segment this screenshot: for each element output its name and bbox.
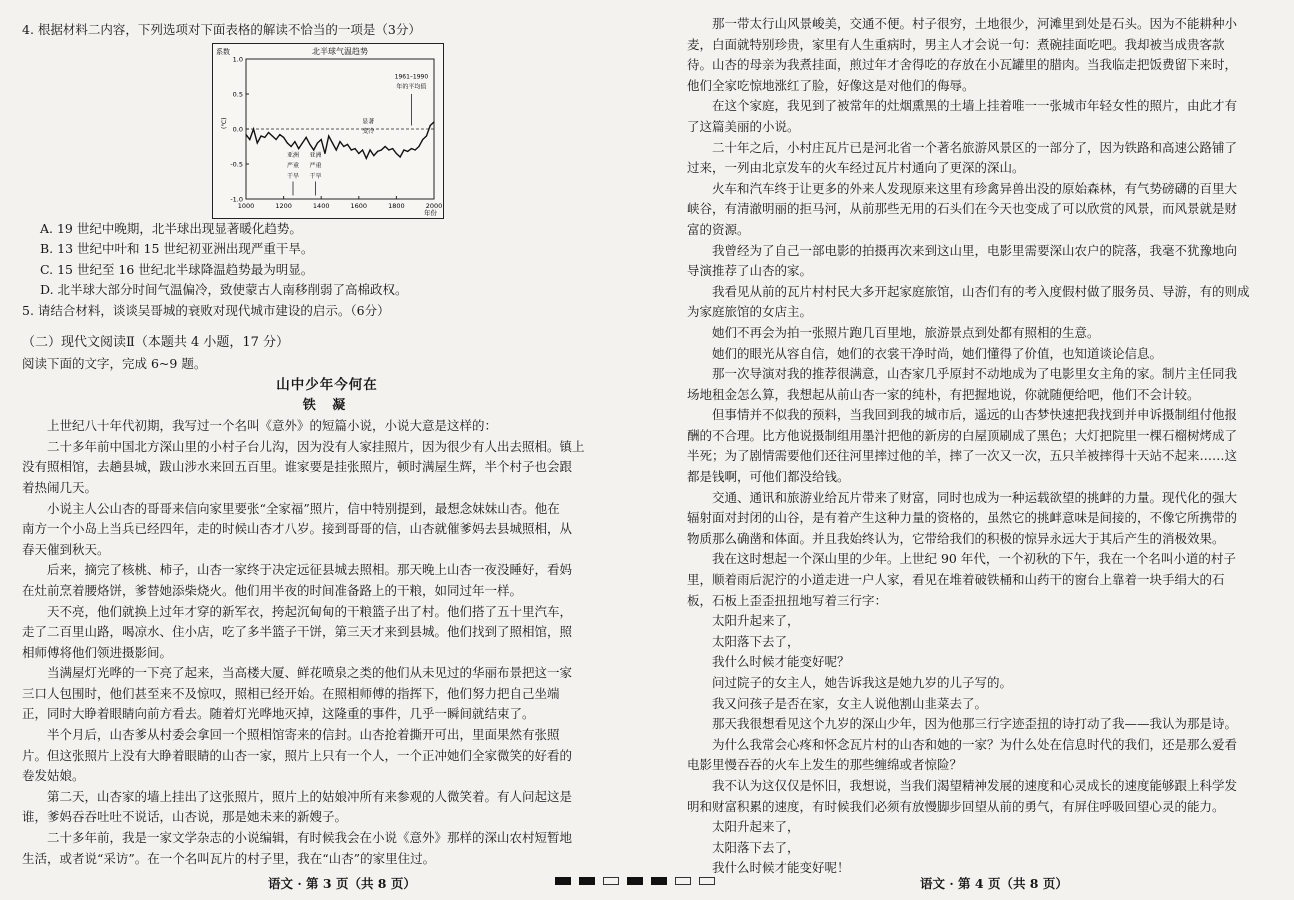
passage-line: 她们的眼光从容自信，她们的衣裳干净时尚，她们懂得了价值，也知道谈论信息。 bbox=[712, 345, 1163, 361]
chart-annotation: 严重 bbox=[286, 162, 300, 170]
passage-line: 富的资源。 bbox=[687, 221, 750, 237]
passage-line: 火车和汽车终于让更多的外来人发现原来这里有珍禽异兽出没的原始森林，有气势磅礴的百里大 bbox=[712, 180, 1238, 196]
passage-line: 问过院子的女主人，她告诉我这是她九岁的儿子写的。 bbox=[712, 675, 1013, 690]
temperature-point bbox=[351, 149, 352, 150]
passage-line: 我不认为这仅仅是怀旧，我想说，当我们渴望精神发展的速度和心灵成长的速度能够跟上科学发 bbox=[712, 777, 1238, 793]
x-tick-label: 1000 bbox=[237, 201, 255, 210]
option-a: A. 19 世纪中晚期，北半球出现显著暖化趋势。 bbox=[40, 220, 302, 236]
passage-line: 谁，爹妈吞吞吐吐不说话，山杏说，那是她未来的新嫂子。 bbox=[22, 809, 348, 825]
temperature-point bbox=[366, 157, 367, 158]
x-tick-label: 1800 bbox=[388, 201, 405, 210]
chart-annotation: 严重 bbox=[309, 162, 322, 170]
question-5: 5. 请结合材料，谈谈吴哥城的衰败对现代城市建设的启示。（6分） bbox=[22, 302, 390, 318]
passage-line: 我曾经为了自己一部电影的拍摄再次来到这山里，电影里需要深山农户的院落，我毫不犹豫地向 bbox=[712, 242, 1238, 258]
passage-line: 正，同时大睁着眼睛向前方看去。随着灯光哗地灭掉，这隆重的事件，几乎一瞬间就结束了。 bbox=[22, 706, 535, 722]
passage-line: 着热闹几天。 bbox=[22, 479, 98, 495]
passage-line: 小说主人公山杏的哥哥来信向家里要张“全家福”照片，信中特别提到，最想念妹妹山杏。他在 bbox=[47, 500, 560, 516]
reg-mark bbox=[579, 877, 595, 885]
passage-line: 过来，一列由北京发车的火车经过瓦片村通向了更深的深山。 bbox=[687, 160, 1025, 176]
chart-title: 北半球气温趋势 bbox=[312, 46, 368, 56]
passage-line: 没有照相馆，去趟县城，跋山涉水来回五百里。谁家要是挂张照片，顿时满屋生辉，半个村子也会跟 bbox=[22, 459, 573, 475]
story-title: 山中少年今何在 bbox=[276, 377, 378, 394]
passage-line: 在灶前烹着腰烙饼，爹替她添柴烧火。他们用半夜的时间准备路上的干粮，如同过年一样。 bbox=[22, 582, 523, 598]
right-column bbox=[687, 14, 1283, 879]
section-title: （二）现代文阅读Ⅱ（本题共 4 小题，17 分） bbox=[22, 334, 290, 350]
passage-line: 半死；为了剧情需要他们还往河里摔过他的羊，摔了一次又一次，五只羊被摔得十天站不起来……这 bbox=[687, 448, 1238, 464]
passage-line: 为家庭旅馆的女店主。 bbox=[687, 304, 813, 320]
temperature-point bbox=[347, 143, 348, 144]
temperature-point bbox=[321, 138, 322, 139]
temperature-chart-svg bbox=[212, 43, 444, 219]
chart-xlabel: 年份 bbox=[424, 208, 437, 217]
temperature-point bbox=[426, 135, 427, 136]
temperature-point bbox=[253, 128, 254, 129]
passage-line: 上世纪八十年代初期，我写过一个名叫《意外》的短篇小说，小说大意是这样的： bbox=[47, 418, 498, 434]
y-tick-label: 0.5 bbox=[232, 90, 243, 99]
chart-ylabel-unit: (℃) bbox=[221, 117, 228, 129]
x-tick-label: 1600 bbox=[350, 201, 368, 210]
poem-line: 我什么时候才能变好呢！ bbox=[712, 860, 850, 876]
passage-line: 卷发姑娘。 bbox=[22, 768, 85, 784]
passage-line: 二十年之后，小村庄瓦片已是河北省一个著名旅游风景区的一部分了，因为铁路和高速公路铺了 bbox=[712, 139, 1238, 155]
temperature-point bbox=[385, 145, 386, 146]
option-c: C. 15 世纪至 16 世纪北半球降温趋势最为明显。 bbox=[40, 261, 314, 277]
passage-line: 相师傅将他们领进摄影间。 bbox=[22, 644, 173, 660]
temperature-point bbox=[430, 124, 431, 125]
temperature-point bbox=[306, 136, 307, 137]
chart-annotation: 变冷 bbox=[362, 127, 375, 135]
passage-line: 后来，摘完了核桃、柿子，山杏一家终于决定远征县城去照相。那天晚上山杏一夜没睡好，看妈 bbox=[47, 562, 573, 578]
poem-line: 太阳升起来了， bbox=[712, 819, 800, 835]
passage-line: 板，石板上歪歪扭扭地写着三行字： bbox=[687, 592, 888, 608]
passage-line: 二十多年前，我是一家文学杂志的小说编辑，有时候我会在小说《意外》那样的深山农村短暂地 bbox=[47, 830, 573, 846]
passage-line: 二十多年前中国北方深山里的小村子台儿沟，因为没有人家挂照片，因为很少有人出去照相。镇上 bbox=[47, 438, 585, 454]
reg-mark bbox=[627, 877, 643, 885]
temperature-point bbox=[396, 152, 397, 153]
story-author: 铁 凝 bbox=[302, 398, 352, 414]
temperature-point bbox=[309, 143, 310, 144]
chart-annotation: 干旱 bbox=[286, 172, 300, 180]
temperature-chart bbox=[212, 43, 444, 219]
temperature-point bbox=[415, 149, 416, 150]
temperature-point bbox=[268, 131, 269, 132]
poem-line: 太阳升起来了， bbox=[712, 613, 800, 629]
poem-line: 我什么时候才能变好呢？ bbox=[712, 654, 850, 670]
left-passage bbox=[22, 416, 632, 869]
temperature-point bbox=[275, 138, 276, 139]
passage-line: 我看见从前的瓦片村村民大多开起家庭旅馆，山杏们有的考入度假村做了服务员、导游，有的则成 bbox=[712, 283, 1250, 299]
passage-line: 半个月后，山杏爹从村委会拿回一个照相馆寄来的信封。山杏抢着撕开可出，里面果然有张照 bbox=[47, 727, 560, 743]
temperature-point bbox=[287, 142, 288, 143]
chart-annotation: 亚洲 bbox=[286, 151, 300, 159]
temperature-point bbox=[272, 135, 273, 136]
passage-line: 春天催到秋天。 bbox=[22, 541, 110, 557]
y-tick-label: 0.0 bbox=[232, 125, 243, 134]
page-footer-3: 语文 · 第 3 页（共 8 页） bbox=[268, 876, 416, 891]
temperature-point bbox=[328, 135, 329, 136]
temperature-point bbox=[358, 152, 359, 153]
reg-mark bbox=[603, 877, 619, 885]
passage-line: 了这篇美丽的小说。 bbox=[687, 118, 800, 134]
temperature-point bbox=[400, 156, 401, 157]
temperature-point bbox=[388, 149, 389, 150]
temperature-point bbox=[245, 134, 246, 135]
passage-line: 生活，或者说“采访”。在一个名叫瓦片的村子里，我在“山杏”的家里住过。 bbox=[22, 850, 436, 866]
temperature-point bbox=[302, 142, 303, 143]
passage-line: 我又问孩子是否在家，女主人说他割山韭菜去了。 bbox=[712, 695, 988, 711]
temperature-point bbox=[411, 148, 412, 149]
temperature-point bbox=[324, 152, 325, 153]
temperature-point bbox=[332, 142, 333, 143]
passage-line: 辐射面对封闭的山谷，是有着产生这种力量的资格的，虽然它的挑衅意味是间接的，不像它所携带的 bbox=[687, 510, 1238, 526]
temperature-point bbox=[377, 150, 378, 151]
passage-line: 那一次导演对我的推荐很满意，山杏家几乎原封不动地成为了电影里女主角的家。制片主任同我 bbox=[712, 366, 1238, 382]
passage-line: 那天我很想看见这个九岁的深山少年，因为他那三行字迹歪扭的诗打动了我——我认为那是诗。 bbox=[712, 716, 1238, 732]
passage-line: 第二天，山杏家的墙上挂出了这张照片，照片上的姑娘冲所有来参观的人微笑着。有人问起这是 bbox=[47, 788, 573, 804]
poem-line: 太阳落下去了， bbox=[712, 633, 800, 649]
passage-line: 待。山杏的母亲为我煮挂面，煎过年才舍得吃的存放在小瓦罐里的腊肉。当我临走把饭费留下来时， bbox=[687, 57, 1238, 73]
temperature-point bbox=[362, 149, 363, 150]
passage-line: 当满屋灯光哗的一下亮了起来，当高楼大厦、鲜花喷泉之类的他们从未见过的华丽布景把这一家 bbox=[47, 665, 573, 681]
passage-line: 那一带太行山风景峻美，交通不便。村子很穷，土地很少，河滩里到处是石头。因为不能耕种小 bbox=[712, 16, 1238, 31]
passage-line: 麦，白面就特别珍贵，家里有人生重病时，男主人才会说一句：煮碗挂面吃吧。我却被当成贵客款 bbox=[687, 36, 1225, 52]
chart-annotation: 年的平均值 bbox=[396, 82, 427, 90]
temperature-point bbox=[291, 145, 292, 146]
passage-line: 酬的不合理。比方他说摄制组用墨汁把他的新房的白屋顶刷成了黑色；大灯把院里一棵石榴树烤成了 bbox=[687, 427, 1238, 443]
passage-line: 明和财富积累的速度，有时候我们必须有放慢脚步回望从前的勇气，有屏住呼吸回望心灵的能力。 bbox=[687, 798, 1225, 814]
x-tick-label: 1400 bbox=[312, 201, 330, 210]
chart-ylabel: 系数 bbox=[216, 47, 230, 56]
passage-line: 走了二百里山路，喝凉水、住小店，吃了多半篮子干饼，第三天才来到县城。他们找到了照相馆，照 bbox=[22, 624, 573, 640]
passage-line: 在这个家庭，我见到了被常年的灶烟熏黑的土墙上挂着唯一一张城市年轻女性的照片，由此才有 bbox=[712, 98, 1238, 114]
chart-annotation: 干旱 bbox=[309, 172, 322, 180]
temperature-point bbox=[343, 145, 344, 146]
left-column bbox=[22, 20, 632, 869]
chart-annotation: 1961–1990 bbox=[394, 73, 429, 81]
y-tick-label: -0.5 bbox=[230, 160, 243, 169]
passage-line: 她们不再会为拍一张照片跑几百里地，旅游景点到处都有照相的生意。 bbox=[712, 324, 1100, 340]
passage-line: 物质那么确凿和体面。并且我始终认为，它带给我们的积极的惊异永远大于其后产生的消极效果。 bbox=[687, 530, 1225, 546]
y-tick-label: 1.0 bbox=[232, 55, 243, 64]
y-tick-label: -1.0 bbox=[230, 195, 243, 204]
temperature-point bbox=[313, 149, 314, 150]
temperature-point bbox=[294, 141, 295, 142]
option-b: B. 13 世纪中叶和 15 世纪初亚洲出现严重干旱。 bbox=[40, 241, 314, 257]
temperature-point bbox=[381, 149, 382, 150]
chart-annotation: 显著 bbox=[362, 117, 375, 125]
passage-line: 南方一个小岛上当兵已经四年，走的时候山杏才八岁。接到哥哥的信，山杏就催爹妈去县城照相，从 bbox=[22, 521, 573, 537]
option-d: D. 北半球大部分时间气温偏冷，致使蒙古人南移削弱了高棉政权。 bbox=[40, 282, 408, 298]
passage-line: 都是钱啊，可他们都没给钱。 bbox=[687, 469, 850, 485]
temperature-point bbox=[392, 148, 393, 149]
temperature-point bbox=[279, 134, 280, 135]
passage-line: 峡谷，有清澈明丽的拒马河，从前那些无用的石头们在今天也变成了可以欣赏的风景，而风景就是财 bbox=[687, 201, 1238, 217]
passage-line: 我在这时想起一个深山里的少年。上世纪 90 年代，一个初秋的下午，我在一个名叫小道的村子 bbox=[712, 551, 1236, 567]
right-page bbox=[647, 0, 1294, 900]
temperature-point bbox=[403, 149, 404, 150]
passage-line: 三口人包围时，他们甚至来不及惊叹，照相已经开始。在照相师傅的指挥下，他们努力把自己坐端 bbox=[22, 685, 560, 701]
chart-frame bbox=[213, 43, 444, 218]
temperature-point bbox=[264, 136, 265, 137]
temperature-point bbox=[369, 149, 370, 150]
passage-line: 片。但这张照片上没有大睁着眼睛的山杏一家，照片上只有一个人，一个正冲她们全家微笑的好看的 bbox=[22, 747, 573, 763]
page-footer-4: 语文 · 第 4 页（共 8 页） bbox=[920, 876, 1068, 891]
passage-line: 导演推荐了山杏的家。 bbox=[687, 263, 813, 279]
temperature-point bbox=[433, 121, 434, 122]
temperature-point bbox=[317, 142, 318, 143]
temperature-point bbox=[298, 148, 299, 149]
temperature-point bbox=[336, 149, 337, 150]
question-4: 4. 根据材料二内容，下列选项对下面表格的解读不恰当的一项是（3分） bbox=[22, 22, 421, 37]
passage-line: 天不亮，他们就换上过年才穿的新军衣，挎起沉甸甸的干粮篮子出了村。他们搭了五十里汽车， bbox=[47, 603, 573, 619]
x-tick-label: 2000 bbox=[425, 201, 443, 210]
temperature-point bbox=[373, 155, 374, 156]
passage-line: 但事情并不似我的预料，当我回到我的城市后，遥远的山杏梦快速把我找到并申诉摄制组付他报 bbox=[712, 407, 1238, 423]
passage-line: 他们全家吃惊地涨红了脸，好像这是对他们的侮辱。 bbox=[687, 77, 975, 93]
passage-line: 交通、通讯和旅游业给瓦片带来了财富，同时也成为一种运载欲望的挑衅的力量。现代化的强大 bbox=[712, 489, 1238, 505]
temperature-point bbox=[418, 145, 419, 146]
passage-line: 场地租金怎么算，我想起从前山杏一家的纯朴，有把握地说，你就随便给吧，他们不会计较。 bbox=[687, 386, 1200, 402]
temperature-point bbox=[283, 136, 284, 137]
chart-annotation: 亚洲 bbox=[309, 151, 322, 159]
reg-mark bbox=[555, 877, 571, 885]
temperature-point bbox=[422, 138, 423, 139]
temperature-point bbox=[339, 141, 340, 142]
x-tick-label: 1200 bbox=[275, 201, 292, 210]
passage-line: 电影里慢吞吞的火车上发生的那些缠绵或者惊险？ bbox=[687, 757, 963, 773]
temperature-point bbox=[257, 142, 258, 143]
poem-line: 太阳落下去了， bbox=[712, 839, 800, 855]
passage-line: 为什么我常会心疼和怀念瓦片村的山杏和她的一家？为什么处在信息时代的我们，还是那么爱看 bbox=[712, 736, 1238, 752]
reading-instruction: 阅读下面的文字，完成 6~9 题。 bbox=[22, 355, 207, 371]
temperature-point bbox=[354, 148, 355, 149]
temperature-point bbox=[260, 135, 261, 136]
passage-line: 里，顺着雨后泥泞的小道走进一户人家，看见在堆着破铁桶和山药干的窗台上靠着一块手绢大的石 bbox=[687, 572, 1225, 588]
right-passage bbox=[687, 14, 1283, 879]
temperature-point bbox=[249, 138, 250, 139]
temperature-point bbox=[407, 150, 408, 151]
